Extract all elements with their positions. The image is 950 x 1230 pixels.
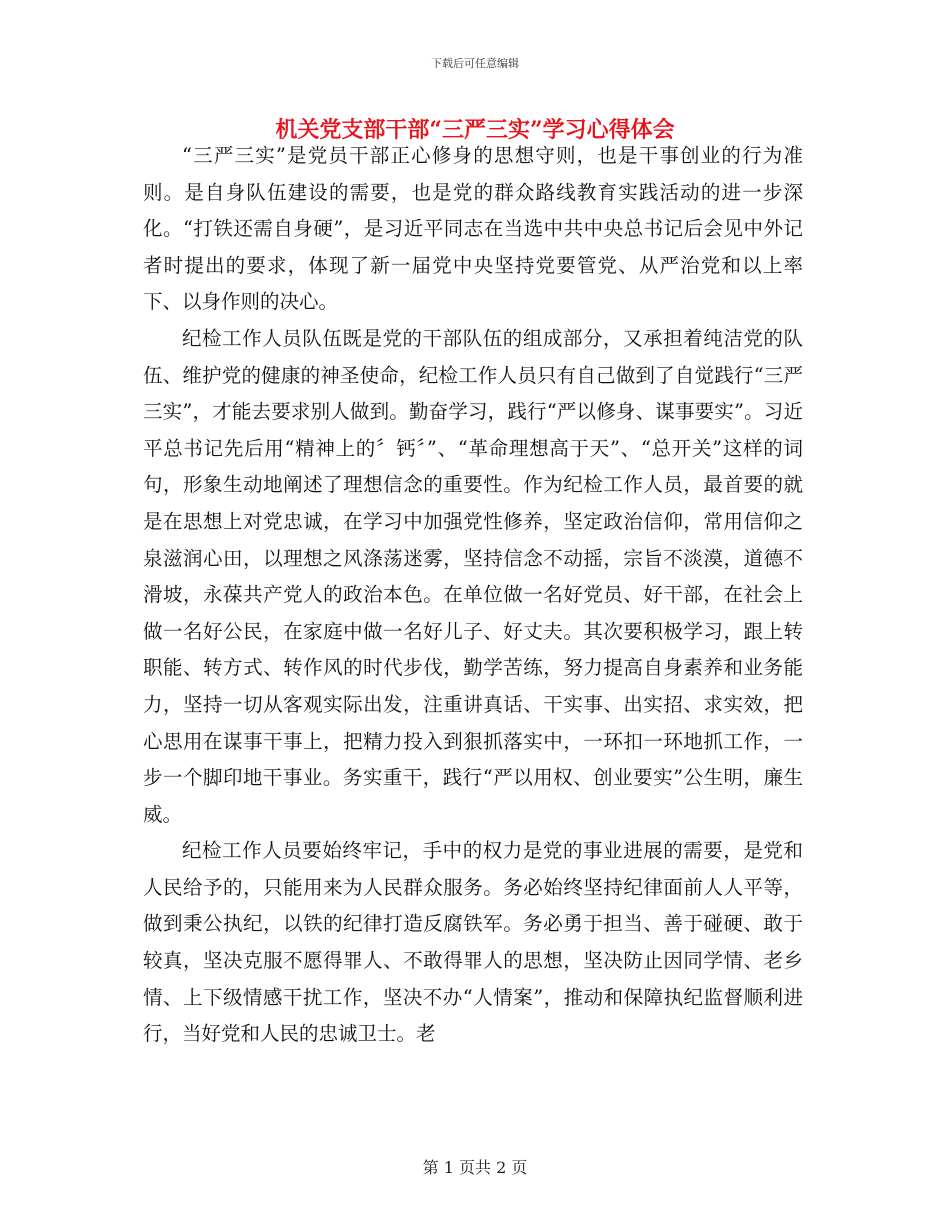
document-body [143,138,803,1053]
page-number: 第 1 页共 2 页 [422,1158,528,1177]
header-note: 下载后可任意编辑 [431,57,519,70]
paragraph-2: 纪检工作人员队伍既是党的干部队伍的组成部分，又承担着纯洁党的队伍、维护党的健康的神圣使命，纪检工作人员只有自己做到了自觉践行“三严三实”，才能去要求别人做到。勤奋学习，践行“严以修身、谋事要实”。习近平总书记先后用“精神上的〞钙〞”、“革命理想高于天”、“总开关”这样的词句，形象生动地阐述了理想信念的重要性。作为纪检工作人员，最首要的就是在思想上对党忠诚，在学习中加强党性修养，坚定政治信仰，常用信仰之泉滋润心田，以理想之风涤荡迷雾，坚持信念不动摇，宗旨不淡漠，道德不滑坡，永葆共产党人的政治本色。在单位做一名好党员、好干部，在社会上做一名好公民，在家庭中做一名好儿子、好丈夫。其次要积极学习，跟上转职能、转方式、转作风的时代步伐，勤学苦练，努力提高自身素养和业务能力，坚持一切从客观实际出发，注重讲真话、干实事、出实招、求实效，把心思用在谋事干事上，把精力投入到狠抓落实中，一环扣一环地抓工作，一步一个脚印地干事业。务实重干，践行“严以用权、创业要实”公生明，廉生威。 [143,326,803,826]
document-title: 机关党支部干部“三严三实”学习心得体会 [275,117,675,143]
paragraph-3: 纪检工作人员要始终牢记，手中的权力是党的事业进展的需要，是党和人民给予的，只能用来为人民群众服务。务必始终坚持纪律面前人人平等，做到秉公执纪，以铁的纪律打造反腐铁军。务必勇于担当、善于碰硬、敢于较真，坚决克服不愿得罪人、不敢得罪人的思想，坚决防止因同学情、老乡情、上下级情感干扰工作，坚决不办“人情案”，推动和保障执纪监督顺利进行，当好党和人民的忠诚卫士。老 [143,839,803,1046]
paragraph-1: “三严三实”是党员干部正心修身的思想守则，也是干事创业的行为准则。是自身队伍建设的需要，也是党的群众路线教育实践活动的进一步深化。“打铁还需自身硬”，是习近平同志在当选中共中央总书记后会见中外记者时提出的要求，体现了新一届党中央坚持党要管党、从严治党和以上率下、以身作则的决心。 [143,144,803,314]
